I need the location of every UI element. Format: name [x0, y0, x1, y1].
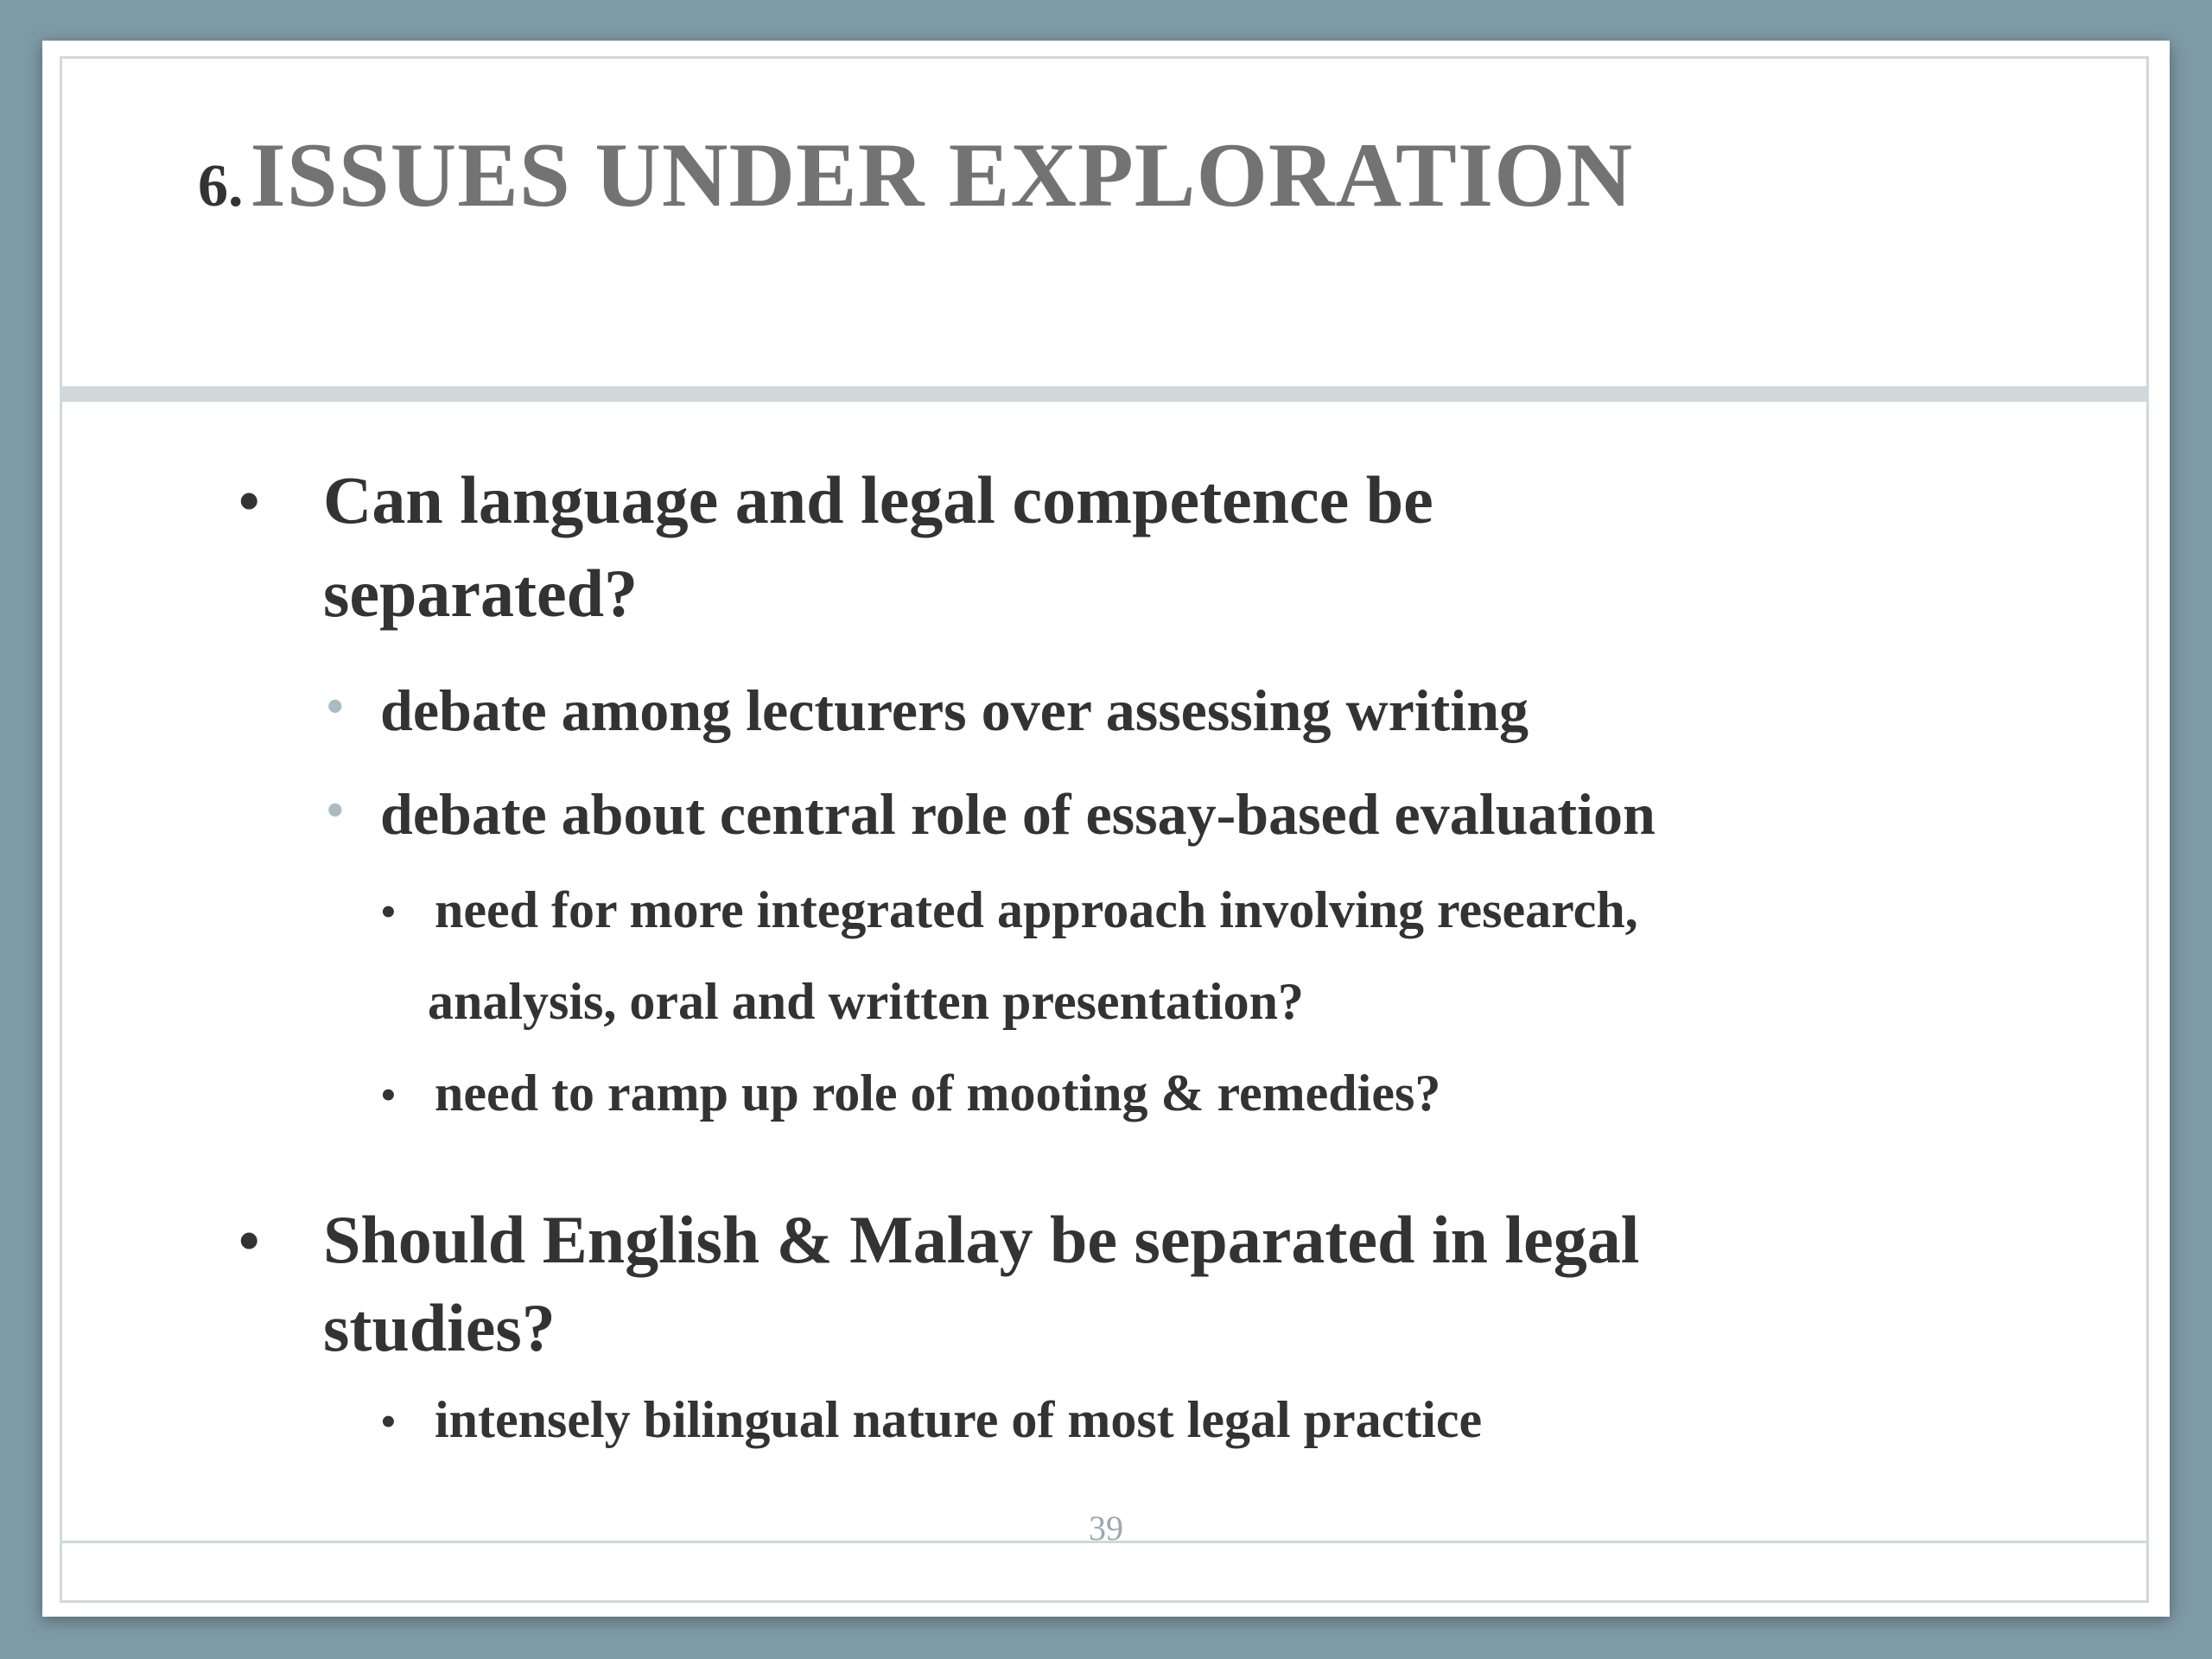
- bullet-1-sub-2-item-1-line-2: analysis, oral and written presentation?: [428, 973, 1304, 1030]
- bullet-2-line-1: Should English & Malay be separated in legal: [323, 1202, 1640, 1277]
- bullet-dot: •: [238, 468, 260, 535]
- sub-bullet-dot: •: [327, 680, 344, 734]
- bullet-1-sub-1: debate among lecturers over assessing writing: [380, 677, 1529, 743]
- bullet-2-line-2: studies?: [323, 1290, 556, 1365]
- title-text: ISSUES UNDER EXPLORATION: [250, 124, 1634, 226]
- bullet-1-line-1: Can language and legal competence be: [323, 462, 1433, 537]
- sub-sub-bullet-dot: •: [381, 1072, 396, 1118]
- sub-sub-bullet-dot: •: [381, 889, 396, 935]
- sub-bullet-dot: •: [327, 784, 344, 837]
- bullet-dot: •: [238, 1208, 260, 1274]
- sub-sub-bullet-dot: •: [381, 1399, 396, 1445]
- page-number: 39: [1089, 1509, 1123, 1548]
- bullet-1-sub-2-item-1-line-1: need for more integrated approach involving research,: [435, 881, 1638, 938]
- title-number: 6.: [198, 153, 244, 219]
- bullet-1-line-2: separated?: [323, 556, 638, 631]
- bullet-1-sub-2: debate about central role of essay-based evaluation: [380, 781, 1656, 847]
- bullet-1-sub-2-item-2: need to ramp up role of mooting & remedies?: [435, 1065, 1441, 1122]
- bullet-2-sub-1: intensely bilingual nature of most legal practice: [435, 1391, 1483, 1448]
